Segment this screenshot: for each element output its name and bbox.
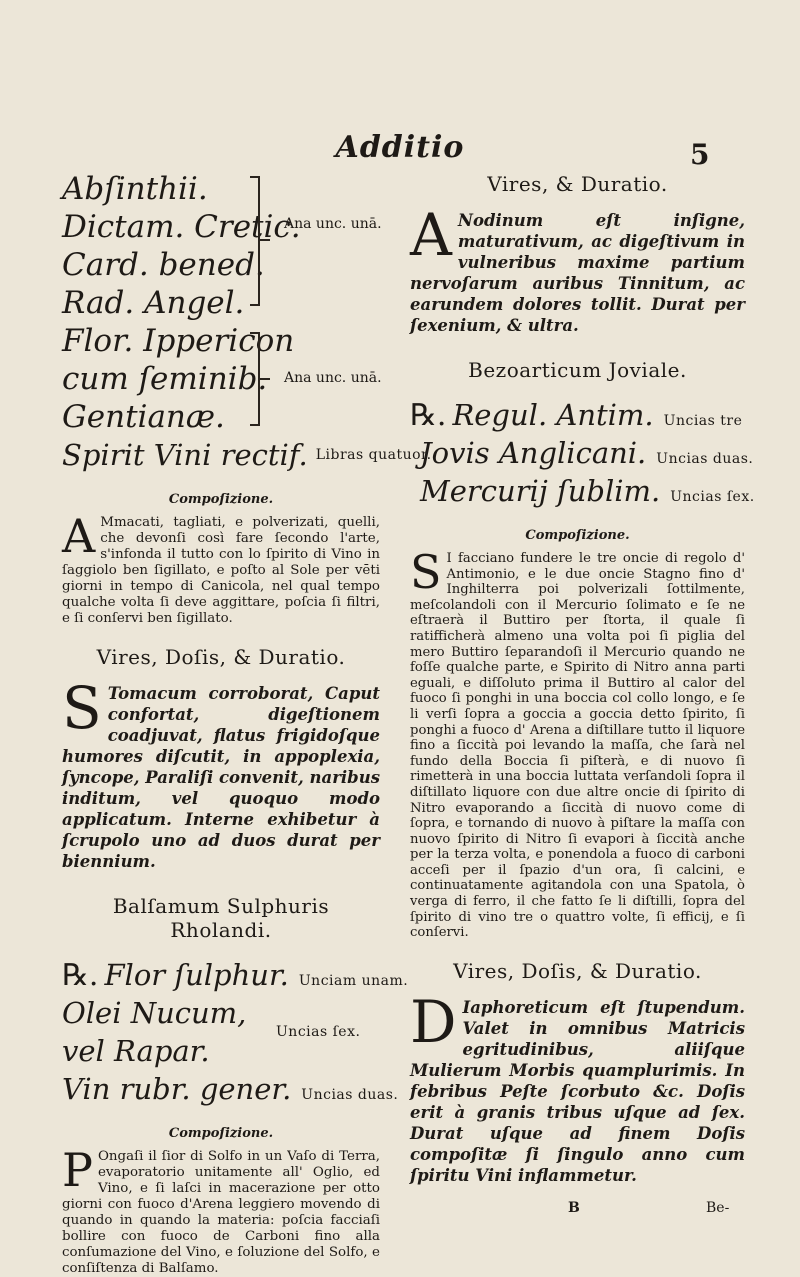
composition-paragraph [62,509,380,627]
brace [258,176,268,306]
ingredient: Mercurij ſublim. [420,474,661,508]
ingredient: Jovis Anglicani. [420,436,647,470]
quantity: Uncias ſex. [670,489,755,505]
vires-paragraph [410,201,745,336]
recipe-row [62,1070,399,1108]
group-quantity: Ana unc. unā. [284,216,382,232]
quantity: Uncias ſex. [276,1024,361,1040]
ingredient-group-a [62,170,380,322]
recipe-symbol: ℞. [410,398,447,433]
ingredient: Rad. Angel. [62,285,245,321]
ingredient: Flor. Ippericon [62,323,295,359]
brace [258,332,268,426]
vires-paragraph [410,987,745,1186]
section-title: Vires, Doſis, & Duratio. [453,958,702,983]
composition-paragraph [410,545,745,941]
paragraph-text: Ongaſi il ſior di Solfo in un Vaſo di Terra, evaporatorio unitamente all' Oglio, ed Vino, e ſi laſci in macerazione per otto giorni con fuoco d'Arena leggiero movendo di quando in quando la materia: poſcia facciaſi bollire con fuoco de Carboni fino alla conſumazione del Vino, e ſoluzione del Solfo, e conſiſtenza di Balſamo. [62,1149,380,1276]
group-quantity: Ana unc. unā. [284,370,382,386]
recipe-symbol: ℞. [62,958,99,993]
paragraph-text: Mmacati, tagliati, e polverizati, quelli, che devonſi così fare ſecondo l'arte, s'infonda il tutto con lo ſpirito di Vino in ſaggiolo ben ſigillato, e poſto al Sole per vēti giorni in tempo di Canicola, nel qual tempo qualche volta ſi deve aggittare, poſcia ſi filtri, e ſi conſervi ben ſigillato. [62,515,380,626]
spirit-row [62,436,432,474]
quantity: Uncias duas. [656,451,754,467]
ingredient: Vin rubr. gener. [62,1072,292,1106]
quantity: Unciam unam. [298,973,409,989]
ingredient: cum ſeminib. [62,361,268,397]
ingredient: Olei Nucum, vel Rapar. [62,996,247,1068]
section-title: Balſamum Sulphuris Rholandi. [112,894,330,942]
recipe-row [410,396,745,434]
catchword: Be- [706,1200,730,1216]
signature-mark: B [568,1200,580,1216]
recipe-row [410,472,755,510]
ingredient: Card. bened. [62,247,265,283]
section-title: Vires, & Duratio. [487,172,668,196]
ingredient: Regul. Antim. [452,398,654,432]
quantity: Uncias duas. [301,1087,399,1103]
right-column [410,170,755,1186]
ingredient: Abſinthii. [62,171,208,207]
composition-paragraph [62,1143,380,1277]
ingredient: Flor ſulphur. [104,958,289,992]
quantity: Uncias tre [663,413,743,429]
recipe-list [62,956,409,1108]
recipe-list [410,396,755,510]
section-title: Bezoarticum Joviale. [468,358,687,382]
drop-initial: S [410,545,442,599]
ingredient: Dictam. Cretic. [62,209,301,245]
paragraph-text: Iaphoreticum eſt ſtupendum. Valet in omnibus Matricis egritudinibus, aliiſque Mulierum Morbis quamplurimis. In febribus Peſte ſcorbuto &c. Doſis erit à granis tribus uſque ad ſex. Durat uſque ad finem Doſis compoſitæ ſi ſingulo anno cum ſpiritu Vini inflammetur. [410,997,745,1185]
section-title: Vires, Doſis, & Duratio. [96,645,346,669]
quantity: Libras quatuor. [315,447,432,463]
drop-initial: A [62,509,96,563]
composition-caption: Compoſizione. [525,528,630,543]
recipe-row [410,434,754,472]
drop-initial: A [410,201,452,269]
composition-caption: Compoſizione. [168,1126,274,1141]
drop-initial: D [410,987,457,1056]
paragraph-text: Tomacum corroborat, Caput confortat, digeſtionem coadjuvat, flatus frigidoſque humores diſcutit, in appoplexia, ſyncope, Paraliſi convenit, naribus inditum, vel quoquo modo applicatum. Interne exhibetur à ſcrupolo uno ad duos durat per biennium. [62,684,380,871]
left-column [62,170,432,1277]
paragraph-text: I facciano fundere le tre oncie di regolo d' Antimonio, e le due oncie Stagno fino d' Inghilterra poi polverizali ſottilmente, meſcolandoli con il Mercurio ſolimato e ſe ne eſtraerà il Buttiro per ſtorta, il quale ſi ratifficherà almeno una volta poi ſi piglia del mero Buttiro ſeparandoſi il Mercurio quando ne foſſe qualche parte, e Spirito di Nitro anna parti eguali, e diſſoluto prima il Buttiro al calor del fuoco ſi ponghi in una boccia col collo longo, e ſe li verſi ſopra a goccia a goccia detto ſpirito, ſi ponghi a fuoco d' Arena a diſtillare tutto il liquore fino a ſiccità poi levando la maſſa, che ſarà nel fundo della Boccia ſi piſterà, e di nuovo ſi rimetterà in una boccia luttata verſandoli ſopra il diſtillato liquore con due altre oncie di ſpirito di Nitro evaporando a ſiccità di nuovo come di ſopra, e tornando di nuovo à piſtare la maſſa con nuovo ſpirito di Nitro ſi evapori à ſiccità anche per la terza volta, e ponendola a fuoco di carboni acceſi per il ſpazio d'un ora, ſi calcini, e continuatamente agitandola con una Spatola, ò verga di ferro, il che fatto ſe li diſtilli, ſopra del ſpirito di vino tre o quattro volte, ſi efficij, e ſi conſervi. [410,551,745,941]
page-number: 5 [690,138,710,171]
ingredient: Spirit Vini rectif. [62,438,308,472]
vires-paragraph [62,674,380,872]
composition-caption: Compoſizione. [168,492,274,507]
drop-initial: P [62,1143,93,1197]
ingredient-group-b [62,322,380,436]
ingredient: Gentianæ. [62,399,225,435]
paragraph-text: Nodinum eſt inſigne, maturativum, ac digeſtivum in vulneribus maxime partium nervoſarum auribus Tinnitum, ac earundem dolores tollit. Durat per ſexenium, & ultra. [410,211,745,335]
recipe-row [62,956,409,994]
running-head: Additio [335,130,465,165]
recipe-row [62,994,380,1070]
drop-initial: S [62,674,102,742]
